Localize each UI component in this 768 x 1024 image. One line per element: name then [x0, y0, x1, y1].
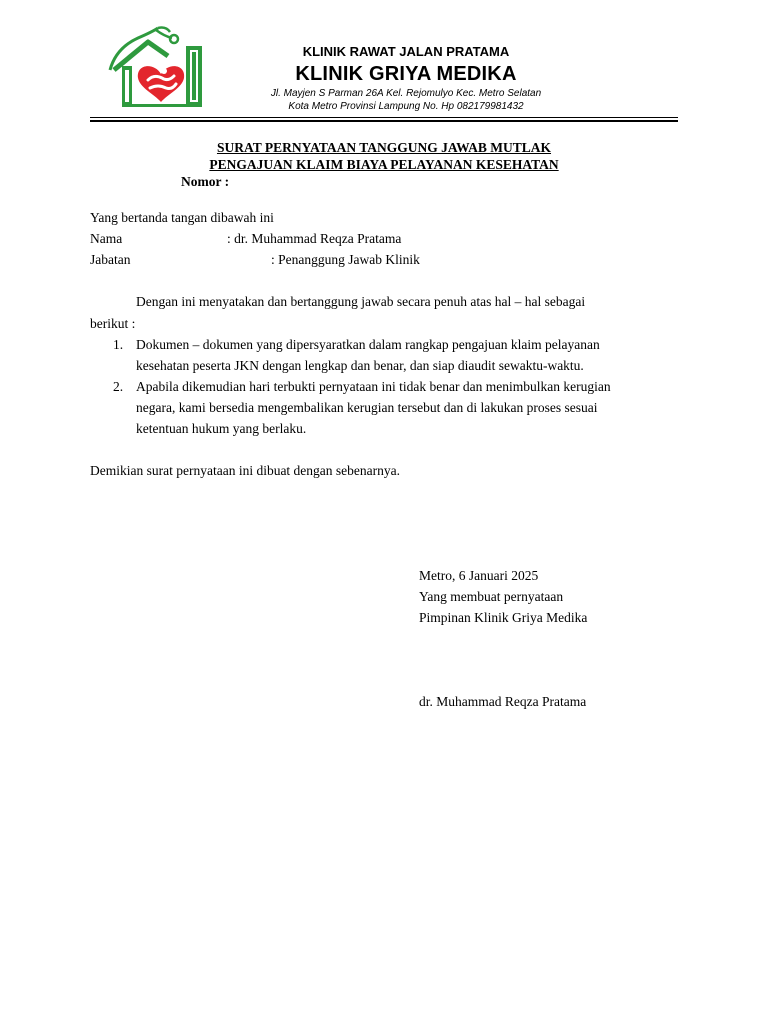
- signature-role-line1: Yang membuat pernyataan: [419, 589, 564, 604]
- clinic-name: KLINIK GRIYA MEDIKA: [295, 63, 517, 85]
- intro-text: Yang bertanda tangan dibawah ini: [90, 210, 274, 225]
- clinic-logo-icon: [108, 26, 214, 110]
- list-item-line: negara, kami bersedia mengembalikan kerugian tersebut dan di lakukan proses sesuai: [136, 400, 598, 415]
- list-item-number: 2.: [113, 379, 124, 394]
- closing-text: Demikian surat pernyataan ini dibuat dengan sebenarnya.: [90, 463, 401, 478]
- statement-line2: berikut :: [90, 316, 136, 331]
- document-number-label: Nomor :: [181, 174, 230, 189]
- signature-place-date: Metro, 6 Januari 2025: [419, 568, 539, 583]
- signature-name: dr. Muhammad Reqza Pratama: [419, 694, 587, 709]
- list-item-line: Dokumen – dokumen yang dipersyaratkan dalam rangkap pengajuan klaim pelayanan: [136, 337, 600, 352]
- clinic-type: KLINIK RAWAT JALAN PRATAMA: [302, 44, 510, 59]
- header-divider-thin: [90, 117, 678, 118]
- field-value-nama: : dr. Muhammad Reqza Pratama: [227, 231, 402, 246]
- document-title-line1: SURAT PERNYATAAN TANGGUNG JAWAB MUTLAK: [216, 140, 552, 155]
- list-item-line: Apabila dikemudian hari terbukti pernyataan ini tidak benar dan menimbulkan kerugian: [136, 379, 611, 394]
- list-item-line: kesehatan peserta JKN dengan lengkap dan benar, dan siap diaudit sewaktu-waktu.: [136, 358, 584, 373]
- clinic-address-line1: Jl. Mayjen S Parman 26A Kel. Rejomulyo Kec. Metro Selatan: [270, 88, 542, 99]
- clinic-logo: [108, 26, 214, 110]
- clinic-address-line2: Kota Metro Provinsi Lampung No. Hp 082179981432: [288, 101, 524, 112]
- list-item-line: ketentuan hukum yang berlaku.: [136, 421, 307, 436]
- header-divider-thick: [90, 120, 678, 122]
- list-item-number: 1.: [113, 337, 124, 352]
- field-label-jabatan: Jabatan: [90, 252, 131, 267]
- field-label-nama: Nama: [90, 231, 123, 246]
- document-title-line2: PENGAJUAN KLAIM BIAYA PELAYANAN KESEHATAN: [209, 157, 559, 172]
- field-value-jabatan: : Penanggung Jawab Klinik: [271, 252, 420, 267]
- signature-role-line2: Pimpinan Klinik Griya Medika: [419, 610, 588, 625]
- statement-line1: Dengan ini menyatakan dan bertanggung jawab secara penuh atas hal – hal sebagai: [136, 294, 586, 309]
